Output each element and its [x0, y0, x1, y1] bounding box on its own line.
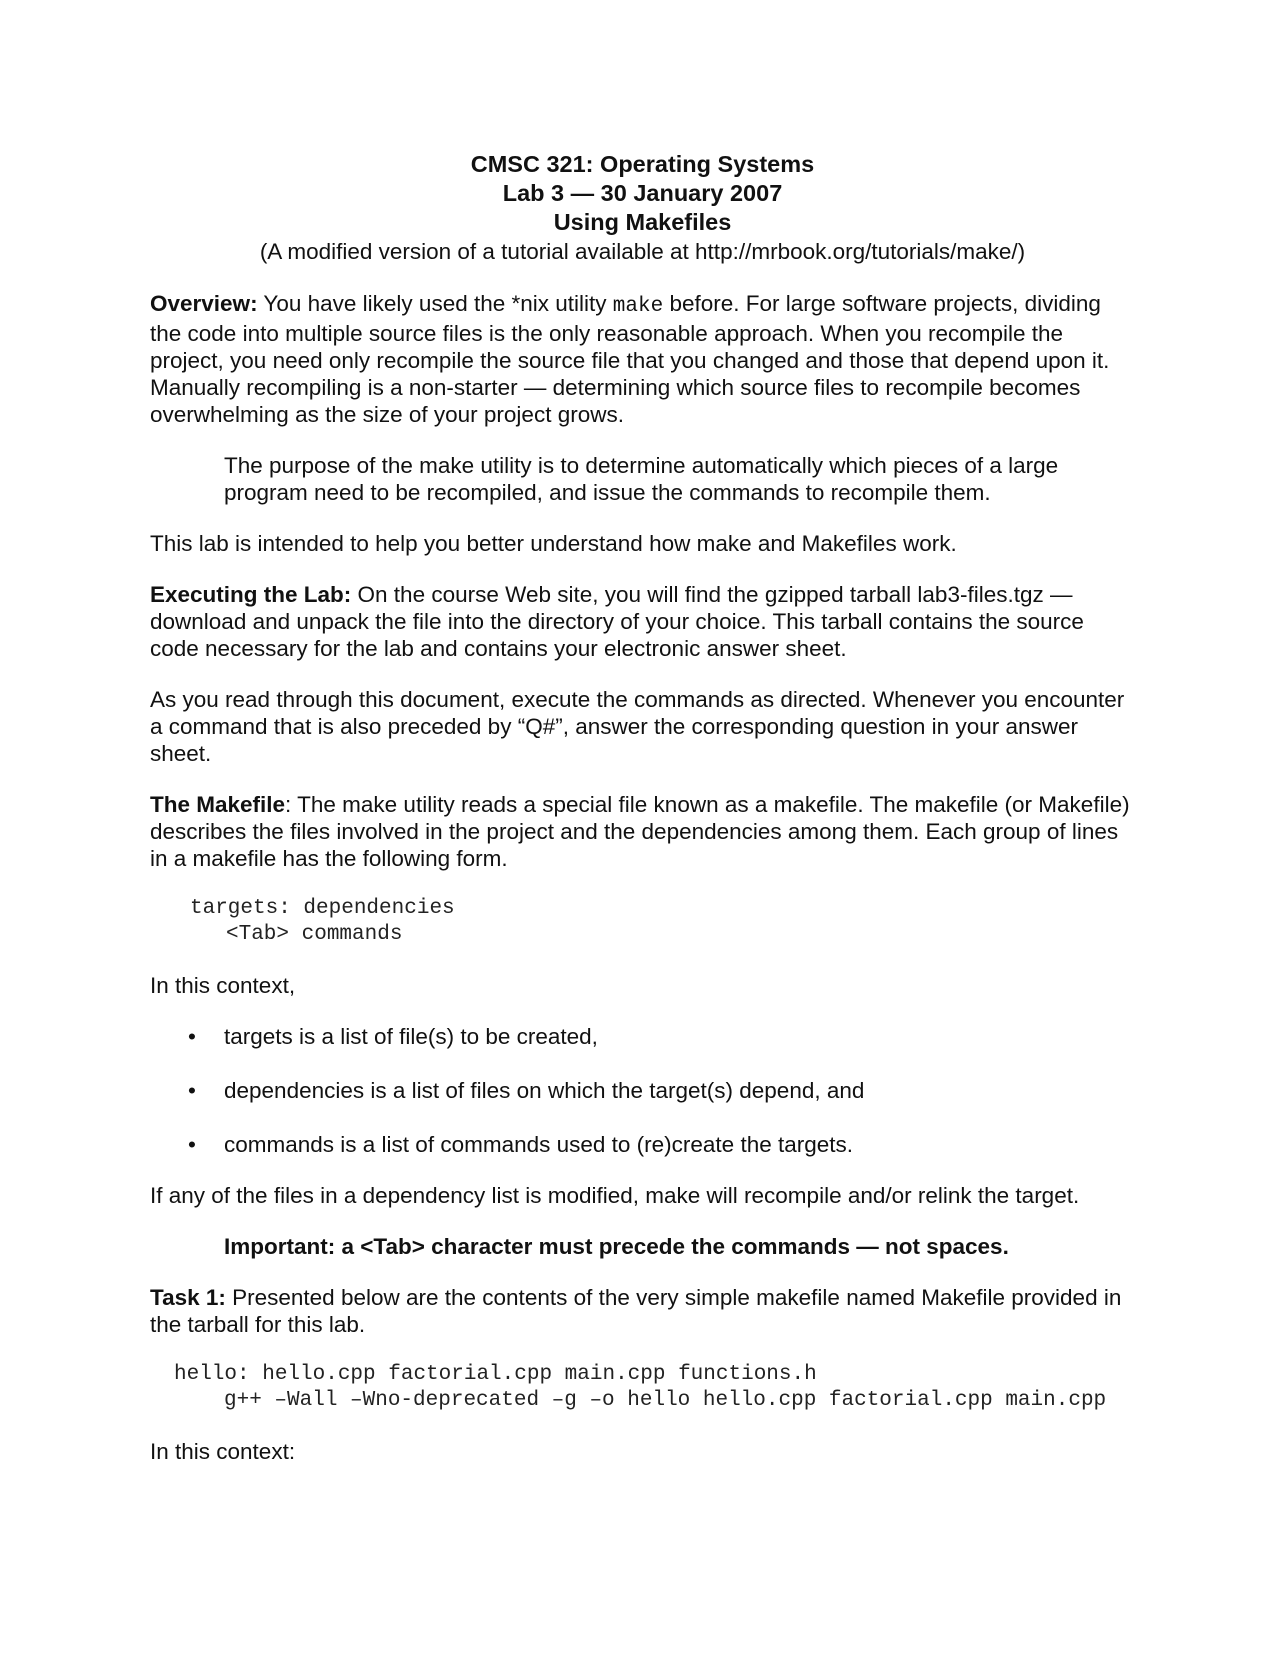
read-through-paragraph: As you read through this document, execute the commands as directed. Whenever you encounter a command that is also preceded by “Q#”, answer the corresponding question in your answer sheet.: [150, 687, 1125, 766]
overview-label: Overview:: [150, 291, 258, 316]
list-item-text: commands is a list of commands used to (re)create the targets.: [224, 1132, 854, 1157]
document-header: [150, 150, 1135, 266]
code-line: g++ –Wall –Wno-deprecated –g –o hello hello.cpp factorial.cpp main.cpp: [224, 1389, 1107, 1412]
makefile-text: : The make utility reads a special file known as a makefile. The makefile (or Makefile) describes the files involved in the project and the dependencies among them. Each group of lines in a makefile has the following form.: [150, 792, 1130, 871]
purpose-quote: The purpose of the make utility is to determine automatically which pieces of a large program need to be recompiled, and issue the commands to recompile them.: [224, 453, 1059, 505]
makefile-form-code: [190, 896, 1135, 948]
lab-date-title: Lab 3 — 30 January 2007: [502, 180, 783, 206]
context-intro: In this context,: [150, 973, 296, 998]
makefile-paragraph: [150, 791, 1135, 872]
code-line: hello: hello.cpp factorial.cpp main.cpp functions.h: [174, 1363, 817, 1386]
executing-paragraph: [150, 581, 1135, 662]
makefile-label: The Makefile: [150, 792, 286, 817]
list-item-text: dependencies is a list of files on which the target(s) depend, and: [224, 1078, 865, 1103]
bullet-icon: •: [188, 1132, 196, 1157]
code-line: <Tab> commands: [226, 923, 403, 946]
code-line: targets: dependencies: [190, 897, 455, 920]
lab-topic-title: Using Makefiles: [553, 209, 732, 235]
task1-text: Presented below are the contents of the very simple makefile named Makefile provided in the tarball for this lab.: [150, 1285, 1122, 1337]
list-item: [150, 1023, 1135, 1050]
overview-text-a: You have likely used the *nix utility: [257, 291, 613, 316]
list-item: [150, 1131, 1135, 1158]
task1-makefile-code: [174, 1362, 1135, 1414]
relink-paragraph: If any of the files in a dependency list is modified, make will recompile and/or relink the target.: [150, 1183, 1080, 1208]
bullet-icon: •: [188, 1024, 196, 1049]
definition-list: [150, 1023, 1135, 1158]
bullet-icon: •: [188, 1078, 196, 1103]
intent-paragraph: This lab is intended to help you better understand how make and Makefiles work.: [150, 531, 957, 556]
make-inline-code: make: [612, 295, 664, 318]
list-item-text: targets is a list of file(s) to be created,: [224, 1024, 598, 1049]
task1-label: Task 1:: [150, 1285, 226, 1310]
overview-paragraph: [150, 290, 1135, 428]
executing-label: Executing the Lab:: [150, 582, 352, 607]
list-item: [150, 1077, 1135, 1104]
context-outro: In this context:: [150, 1439, 296, 1464]
document-body: [150, 150, 1135, 1465]
important-note: Important: a <Tab> character must precede the commands — not spaces.: [224, 1234, 1009, 1259]
source-note: (A modified version of a tutorial available at http://mrbook.org/tutorials/make/): [259, 239, 1026, 264]
overview-text-b: before. For large software projects, dividing the code into multiple source files is the only reasonable approach. When you recompile the project, you need only recompile the source file that you changed and those that depend upon it. Manually recompiling is a non-starter — determining which source files to recompile becomes overwhelming as the size of your project grows.: [150, 291, 1110, 427]
course-title: CMSC 321: Operating Systems: [470, 151, 815, 177]
task1-paragraph: [150, 1284, 1135, 1338]
executing-text: On the course Web site, you will find the gzipped tarball lab3-files.tgz — download and unpack the file into the directory of your choice. This tarball contains the source code necessary for the lab and contains your electronic answer sheet.: [150, 582, 1084, 661]
